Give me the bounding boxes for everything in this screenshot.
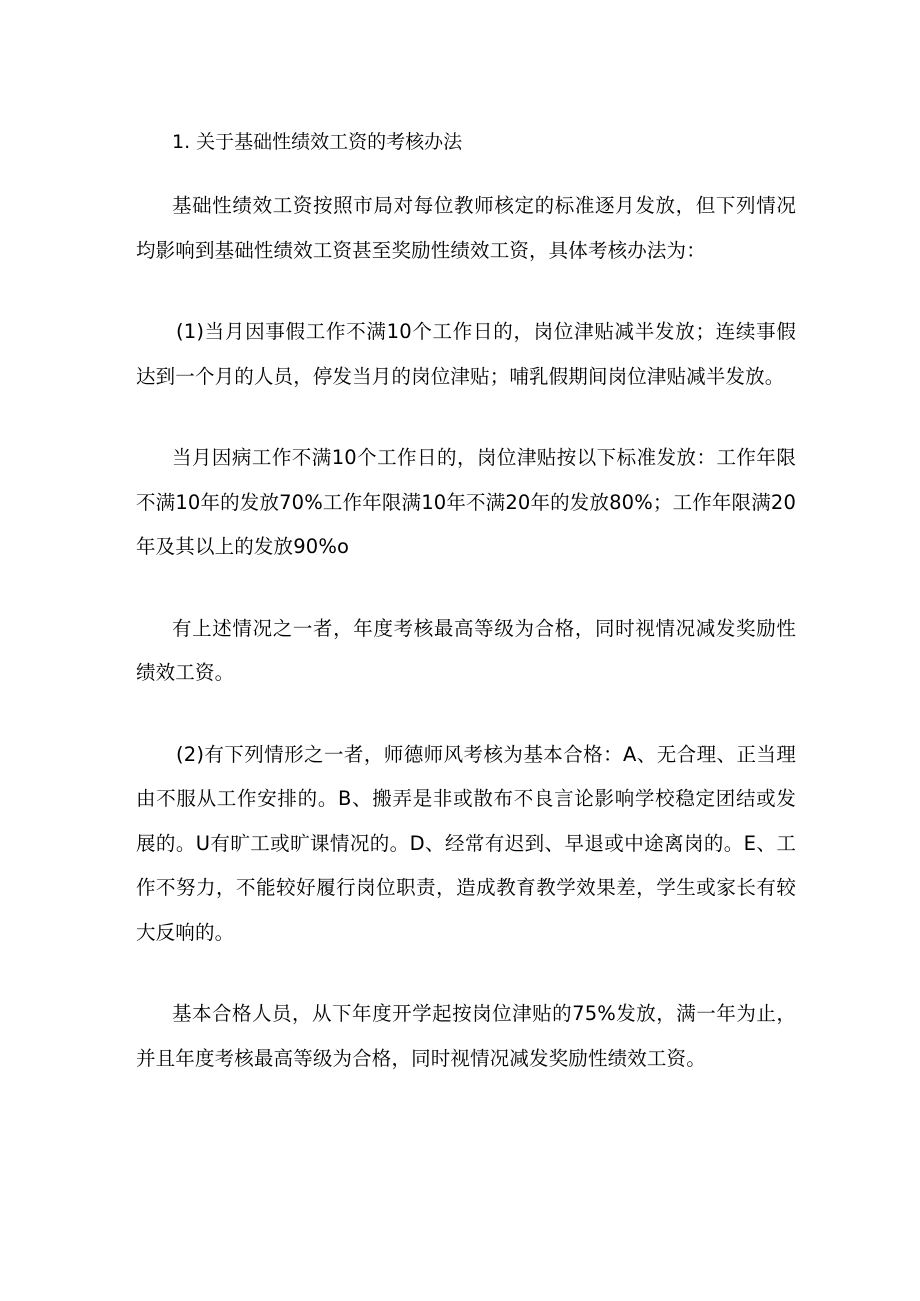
paragraph-annual-review: 有上述情况之一者，年度考核最高等级为合格，同时视情况减发奖励性绩效工资。 <box>136 616 796 684</box>
paragraph-intro: 基础性绩效工资按照市局对每位教师核定的标准逐月发放，但下列情况均影响到基础性绩效工资甚至奖励性绩效工资，具体考核办法为： <box>136 194 796 262</box>
document-body <box>136 124 796 1081</box>
section-heading: 1. 关于基础性绩效工资的考核办法 <box>172 131 463 153</box>
paragraph-sick-leave: 当月因病工作不满10个工作日的，岗位津贴按以下标准发放：工作年限不满10年的发放70%工作年限满10年不满20年的发放80%；工作年限满20年及其以上的发放90%o <box>136 446 796 558</box>
paragraph-basic-pass: 基本合格人员，从下年度开学起按岗位津贴的75%发放，满一年为止，并且年度考核最高等级为合格，同时视情况减发奖励性绩效工资。 <box>136 1002 796 1070</box>
paragraph-personal-leave: (1)当月因事假工作不满10个工作日的，岗位津贴减半发放；连续事假达到一个月的人员，停发当月的岗位津贴；哺乳假期间岗位津贴减半发放。 <box>136 320 796 388</box>
paragraph-ethics-review: (2)有下列情形之一者，师德师风考核为基本合格：A、无合理、正当理由不服从工作安排的。B、搬弄是非或散布不良言论影响学校稳定团结或发展的。U有旷工或旷课情况的。D、经常有迟到、早退或中途离岗的。E、工作不努力，不能较好履行岗位职责，造成教育教学效果差，学生或家长有较大反响的。 <box>136 742 796 944</box>
